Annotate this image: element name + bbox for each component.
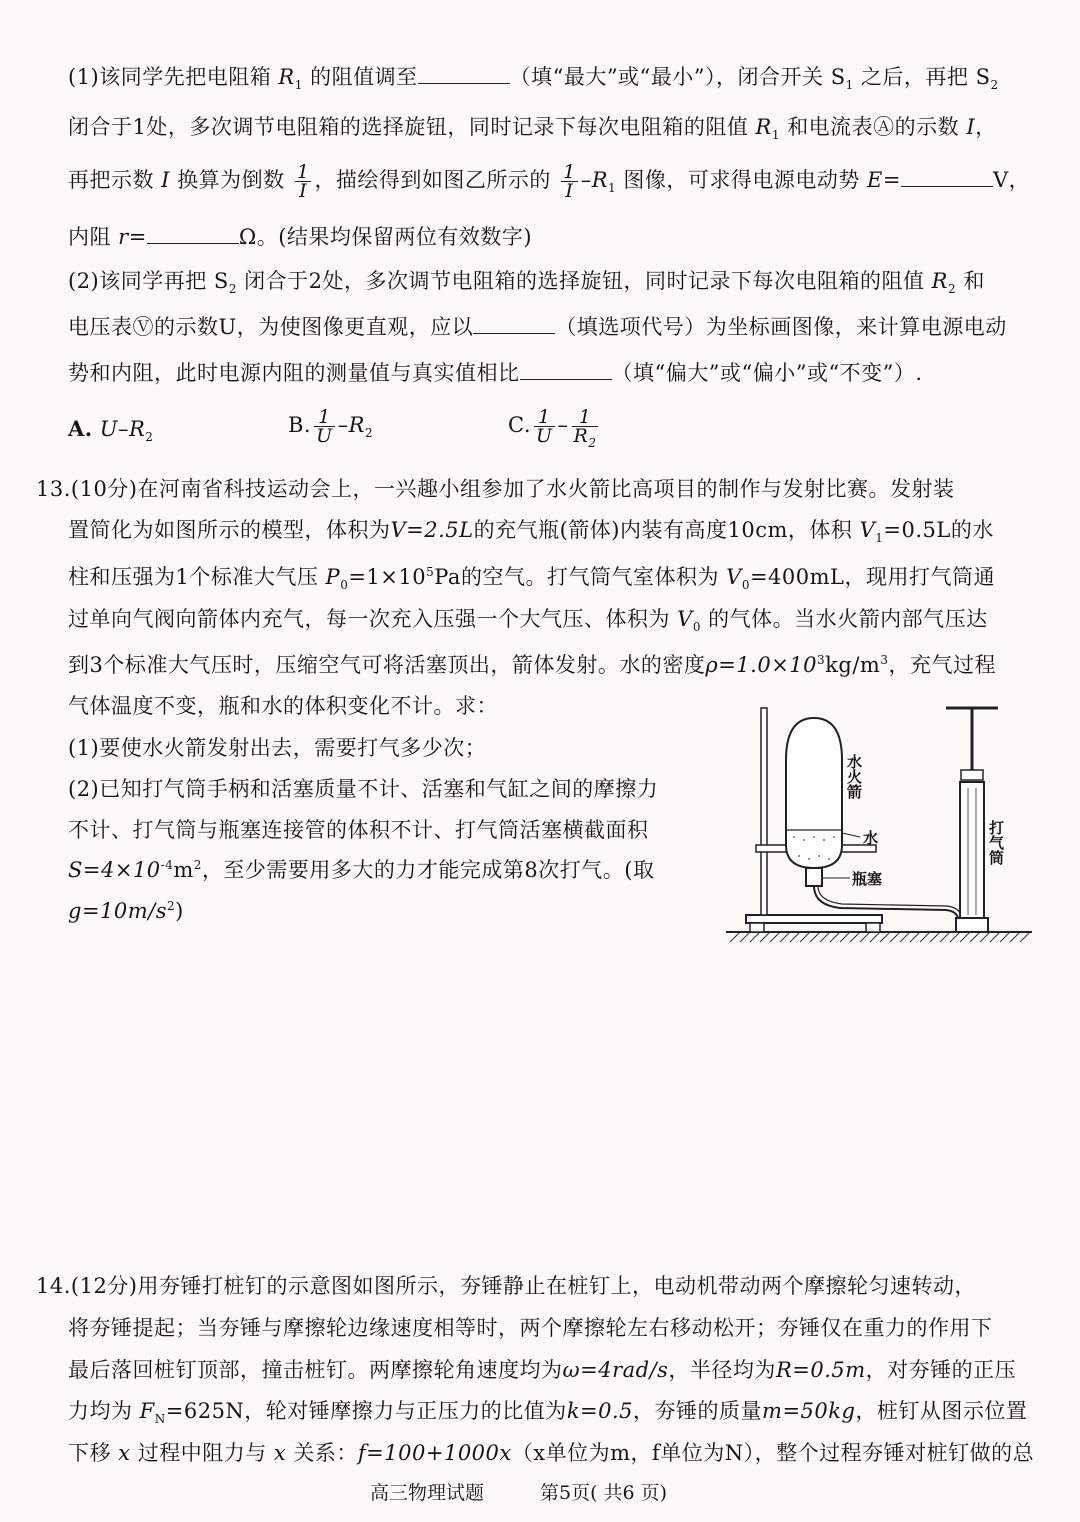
q13-line10: $S=4\times 10^{-4}m^2$，至少需要用多大的力才能完成第8次打气。(取 [68, 858, 655, 882]
q12-part1-line3: 再把示数 I 换算为倒数 $\frac{1}{I}$ ，描绘得到如图乙所示的 $\frac{1}{I}$ $-R_1$ 图像，可求得电源电动势 E= V， [68, 161, 1031, 202]
q12-part1-line4: 内阻 r= Ω。(结果均保留两位有效数字) [68, 225, 533, 249]
q13-line1: 13.(10分)在河南省科技运动会上，一兴趣小组参加了水火箭比高项目的制作与发射比赛。发射装 [36, 477, 955, 501]
q13-line8: (2)已知打气筒手柄和活塞质量不计、活塞和气缸之间的摩擦力 [68, 777, 659, 801]
option-a[interactable]: A. $U-R_2$ [68, 416, 154, 445]
q14-line1: 14.(12分)用夯锤打桩钉的示意图如图所示，夯锤静止在桩钉上，电动机带动两个摩擦轮匀速转动， [36, 1274, 977, 1298]
answer-blank[interactable] [418, 65, 510, 84]
answer-blank[interactable] [473, 315, 555, 334]
q12-part2-line1: (2)该同学再把 $S_2$ 闭合于2处，多次调节电阻箱的选择旋钮，同时记录下每次电阻箱的阻值 $R_2$ 和 [68, 269, 985, 297]
q12-part1-line2: 闭合于1处，多次调节电阻箱的选择旋钮，同时记录下每次电阻箱的阻值 $R_1$ 和电流表Ⓐ的示数 I， [68, 115, 997, 143]
q14-line4: 力均为 $F_N=625N$，轮对锤摩擦力与正压力的比值为k=0.5，夯锤的质量m=50kg，桩钉从图示位置 [68, 1399, 1028, 1427]
q13-line3: 柱和压强为1个标准大气压 $P_0=1\times 10^5Pa$的空气。打气筒气室体积为 $V_0=400mL$，现用打气筒通 [68, 565, 995, 593]
answer-blank[interactable] [901, 168, 993, 187]
footer-page-number: 第5页( 共6 页) [540, 1482, 668, 1504]
q13-line4: 过单向气阀向箭体内充气，每一次充入压强一个大气压、体积为 $V_0$ 的气体。当水火箭内部气压达 [68, 607, 988, 635]
q13-line5: 到3个标准大气压时，压缩空气可将活塞顶出，箭体发射。水的密度$\rho=1.0\times 10^3kg/m^3$，充气过程 [68, 653, 996, 677]
q13-line6: 气体温度不变，瓶和水的体积变化不计。求： [68, 694, 498, 718]
q12-part2-line2: 电压表Ⓥ的示数U，为使图像更直观，应以 （填选项代号）为坐标画图像，来计算电源电动 [68, 315, 1007, 339]
answer-blank[interactable] [520, 361, 612, 380]
q12-part2-line3: 势和内阻，此时电源内阻的测量值与真实值相比 （填“偏大”或“偏小”或“不变”）. [68, 361, 923, 385]
water-label: 水 [863, 829, 879, 847]
q14-line2: 将夯锤提起；当夯锤与摩擦轮边缘速度相等时，两个摩擦轮左右移动松开；夯锤仅在重力的作用下 [68, 1316, 993, 1340]
option-c[interactable]: C. $\frac{1}{U}$ – $\frac{1}{R_2}$ [508, 406, 597, 450]
rocket-label: 水火箭 [845, 754, 863, 799]
footer-subject: 高三物理试题 [370, 1482, 485, 1504]
q14-line3: 最后落回桩钉顶部，撞击桩钉。两摩擦轮角速度均为ω=4rad/s，半径均为R=0.5m，对夯锤的正压 [68, 1358, 1017, 1382]
q12-part1-line1: (1)该同学先把电阻箱 $R_1$ 的阻值调至 （填“最大”或“最小”），闭合开关 $S_1$ 之后，再把 $S_2$ [68, 65, 999, 93]
option-b[interactable]: B. $\frac{1}{U}$ $-R_2$ [288, 406, 374, 447]
q14-line5: 下移 x 过程中阻力与 x 关系：f=100+1000x（x单位为m，f单位为N），整个过程夯锤对桩钉做的总 [68, 1441, 1035, 1465]
answer-blank[interactable] [147, 225, 239, 244]
q13-line11: $g=10m/s^2$) [68, 899, 184, 923]
plug-label: 瓶塞 [852, 870, 883, 888]
water-rocket-figure [720, 700, 1040, 950]
q13-line2: 置简化为如图所示的模型，体积为V=2.5L的充气瓶(箭体)内装有高度10cm，体积 $V_1=0.5L$的水 [68, 518, 994, 546]
q13-line9: 不计、打气筒与瓶塞连接管的体积不计、打气筒活塞横截面积 [68, 818, 649, 842]
q13-line7: (1)要使水火箭发射出去，需要打气多少次； [68, 736, 487, 760]
pump-label: 打气筒 [987, 820, 1005, 865]
